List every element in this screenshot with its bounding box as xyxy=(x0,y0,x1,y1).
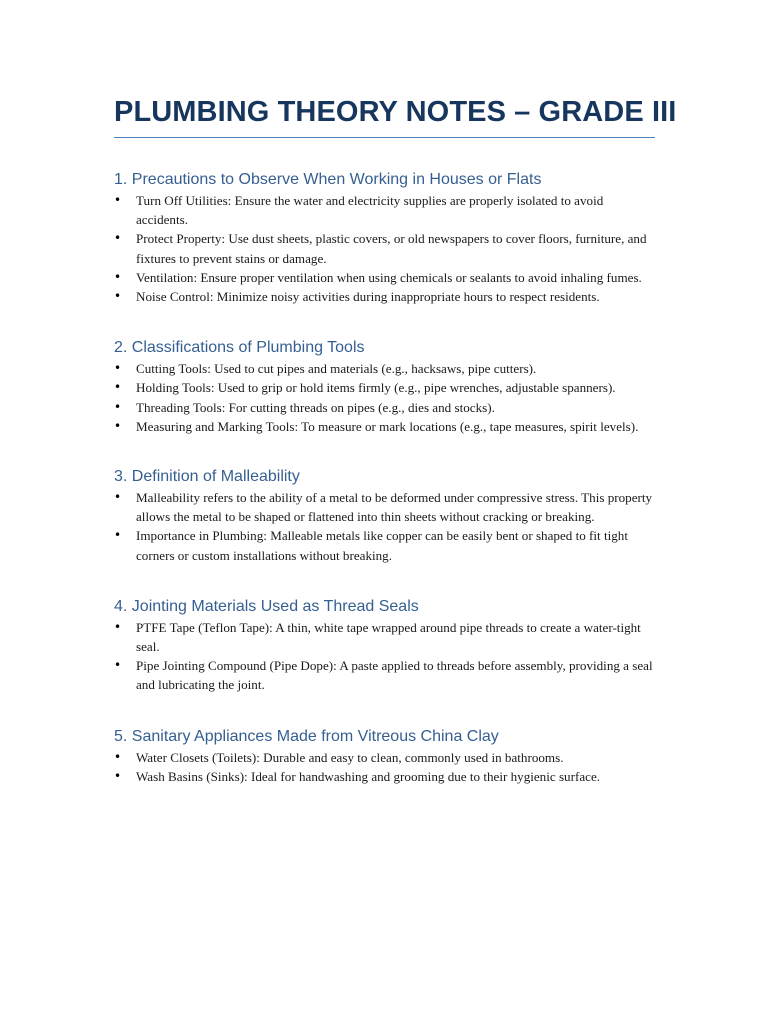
section-heading: 1. Precautions to Observe When Working in Houses or Flats xyxy=(114,171,542,188)
list-item-text: PTFE Tape (Teflon Tape): A thin, white tape wrapped around pipe threads to create a water-tight seal. xyxy=(136,619,641,655)
bullet-icon: • xyxy=(114,619,122,634)
list-item xyxy=(114,748,655,767)
list-item-text: Pipe Jointing Compound (Pipe Dope): A paste applied to threads before assembly, providing a seal and lubricating the joint. xyxy=(136,658,653,693)
list-item xyxy=(114,268,655,287)
list-item-text: Malleability refers to the ability of a metal to be deformed under compressive stress. This property allows the metal to be shaped or flattened into thin sheets without cracking or breaking. xyxy=(136,490,653,525)
bullet-list xyxy=(114,359,655,436)
section-malleability xyxy=(114,466,655,565)
bullet-icon: • xyxy=(114,269,122,284)
list-item xyxy=(114,417,655,436)
list-item-text: Measuring and Marking Tools: To measure or mark locations (e.g., tape measures, spirit levels). xyxy=(136,418,639,434)
bullet-list xyxy=(114,748,655,786)
bullet-icon: • xyxy=(114,361,122,376)
list-item xyxy=(114,191,655,229)
list-item-text: Protect Property: Use dust sheets, plastic covers, or old newspapers to cover floors, furniture, and fixtures to prevent stains or damage. xyxy=(136,231,647,266)
list-item xyxy=(114,526,655,564)
list-item-text: Noise Control: Minimize noisy activities during inappropriate hours to respect residents. xyxy=(136,289,600,305)
bullet-icon: • xyxy=(114,658,122,673)
list-item xyxy=(114,359,655,378)
section-sanitary-appliances xyxy=(114,726,655,786)
page-title: PLUMBING THEORY NOTES – GRADE III xyxy=(114,96,655,138)
bullet-list xyxy=(114,488,655,565)
bullet-list xyxy=(114,191,655,306)
list-item xyxy=(114,618,655,656)
list-item xyxy=(114,398,655,417)
list-item-text: Ventilation: Ensure proper ventilation when using chemicals or sealants to avoid inhaling fumes. xyxy=(136,269,642,285)
bullet-icon: • xyxy=(114,399,122,414)
document-page xyxy=(114,96,677,786)
list-item xyxy=(114,287,655,306)
list-item-text: Water Closets (Toilets): Durable and easy to clean, commonly used in bathrooms. xyxy=(136,749,564,765)
list-item xyxy=(114,767,655,786)
bullet-icon: • xyxy=(114,289,122,304)
section-heading: 3. Definition of Malleability xyxy=(114,468,300,486)
section-heading: 4. Jointing Materials Used as Thread Seals xyxy=(114,597,419,615)
list-item-text: Holding Tools: Used to grip or hold items firmly (e.g., pipe wrenches, adjustable spanners). xyxy=(136,380,616,396)
bullet-icon: • xyxy=(114,380,122,395)
bullet-icon: • xyxy=(114,231,122,246)
list-item-text: Threading Tools: For cutting threads on pipes (e.g., dies and stocks). xyxy=(136,399,495,415)
list-item-text: Importance in Plumbing: Malleable metals like copper can be easily bent or shaped to fit tight corners or custom installations without breaking. xyxy=(136,528,628,563)
bullet-list xyxy=(114,618,655,695)
section-heading: 5. Sanitary Appliances Made from Vitreous China Clay xyxy=(114,727,499,745)
section-heading: 2. Classifications of Plumbing Tools xyxy=(114,339,365,357)
bullet-icon: • xyxy=(114,193,122,207)
bullet-icon: • xyxy=(114,528,122,543)
list-item xyxy=(114,656,655,694)
bullet-icon: • xyxy=(114,749,122,764)
list-item-text: Turn Off Utilities: Ensure the water and electricity supplies are properly isolated to avoid accidents. xyxy=(136,193,604,228)
list-item-text: Cutting Tools: Used to cut pipes and materials (e.g., hacksaws, pipe cutters). xyxy=(136,361,537,377)
bullet-icon: • xyxy=(114,490,122,505)
section-plumbing-tools xyxy=(114,337,655,436)
bullet-icon: • xyxy=(114,768,122,783)
list-item xyxy=(114,488,655,526)
bullet-icon: • xyxy=(114,418,122,433)
section-thread-seals xyxy=(114,596,655,695)
list-item xyxy=(114,378,655,397)
list-item xyxy=(114,229,655,267)
list-item-text: Wash Basins (Sinks): Ideal for handwashing and grooming due to their hygienic surface. xyxy=(136,768,601,784)
section-precautions xyxy=(114,169,655,306)
